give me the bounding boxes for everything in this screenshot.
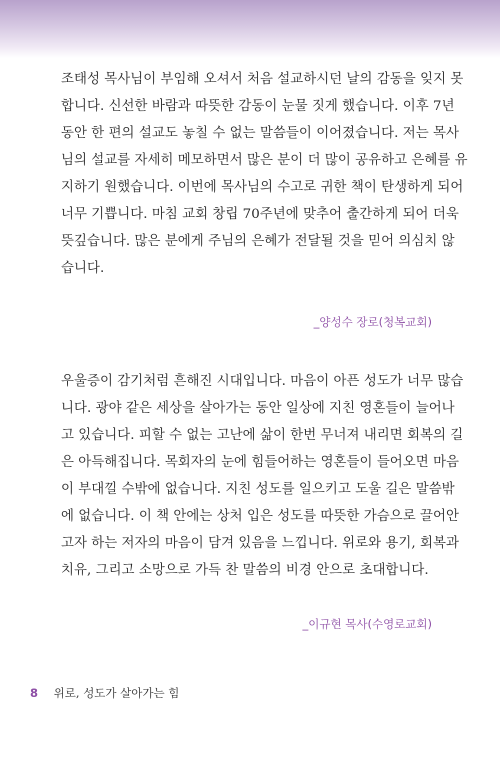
text-line: 뜻깊습니다. 많은 분에게 주님의 은혜가 전달될 것을 믿어 의심치 않 xyxy=(61,234,455,249)
signature-1: _양성수 장로(청복교회) xyxy=(313,315,432,329)
text-line: 조태성 목사님이 부임해 오셔서 처음 설교하시던 날의 감동을 잊지 못 xyxy=(61,72,464,87)
page-footer xyxy=(30,685,179,701)
page-number: 8 xyxy=(30,686,39,700)
text-line: 니다. 광야 같은 세상을 살아가는 동안 일상에 지친 영혼들이 늘어나 xyxy=(61,401,455,416)
text-line: 치유, 그리고 소망으로 가득 찬 말씀의 비경 안으로 초대합니다. xyxy=(61,563,429,578)
testimonial-2 xyxy=(61,368,464,584)
testimonial-1 xyxy=(61,66,468,282)
text-line: 고자 하는 저자의 마음이 담겨 있음을 느낍니다. 위로와 용기, 회복과 xyxy=(61,536,459,551)
text-line: 습니다. xyxy=(61,261,105,276)
text-line: 고 있습니다. 피할 수 없는 고난에 삶이 한번 무너져 내리면 회복의 길 xyxy=(61,428,464,443)
text-line: 은 아득해집니다. 목회자의 눈에 힘들어하는 영혼들이 들어오면 마음 xyxy=(61,455,460,470)
text-line: 지하기 원했습니다. 이번에 목사님의 수고로 귀한 책이 탄생하게 되어 xyxy=(61,180,464,195)
text-line: 동안 한 편의 설교도 놓칠 수 없는 말씀들이 이어졌습니다. 저는 목사 xyxy=(61,126,459,141)
header-band xyxy=(0,0,500,58)
text-line: 너무 기쁩니다. 마침 교회 창립 70주년에 맞추어 출간하게 되어 더욱 xyxy=(61,207,459,222)
text-line: 합니다. 신선한 바람과 따뜻한 감동이 눈물 짓게 했습니다. 이후 7년 xyxy=(61,99,455,114)
text-line: 에 없습니다. 이 책 안에는 상처 입은 성도를 따뜻한 가슴으로 끌어안 xyxy=(61,509,459,524)
signature-2: _이규현 목사(수영로교회) xyxy=(302,617,432,631)
text-line: 우울증이 감기처럼 흔해진 시대입니다. 마음이 아픈 성도가 너무 많습 xyxy=(61,374,464,389)
text-line: 님의 설교를 자세히 메모하면서 많은 분이 더 많이 공유하고 은혜를 유 xyxy=(61,153,468,168)
running-title: 위로, 성도가 살아가는 힘 xyxy=(53,686,180,700)
text-line: 이 부대낄 수밖에 없습니다. 지친 성도를 일으키고 도울 길은 말씀밖 xyxy=(61,482,455,497)
